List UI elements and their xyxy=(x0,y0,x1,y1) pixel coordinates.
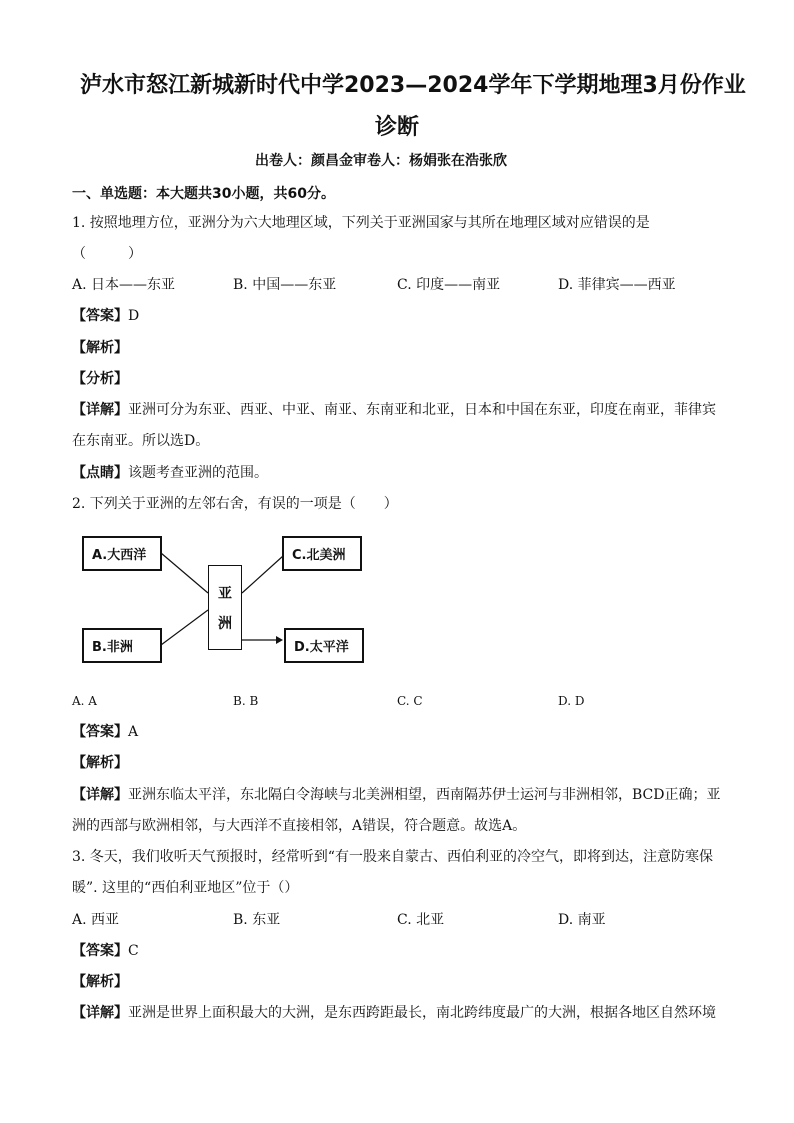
answer-tag: 【答案】 xyxy=(72,943,128,959)
doc-title-line1: 泸水市怒江新城新时代中学2023—2024学年下学期地理3月份作业 xyxy=(80,73,746,98)
q3-option-d: D. 南亚 xyxy=(558,912,606,928)
box-north-america xyxy=(282,536,362,571)
q2-detail-line1 xyxy=(72,786,720,804)
q2-analysis-tag xyxy=(72,754,128,772)
box-pacific xyxy=(284,628,364,663)
arrow-head-d xyxy=(276,636,283,644)
box-africa xyxy=(82,628,162,663)
q2-stem: 2. 下列关于亚洲的左邻右舍，有误的一项是（ ） xyxy=(72,496,398,512)
doc-title-line2: 诊断 xyxy=(375,115,420,140)
q2-detail-text1: 亚洲东临太平洋，东北隔白令海峡与北美洲相望，西南隔苏伊士运河与非洲相邻，BCD正确；亚 xyxy=(128,787,721,803)
analysis-tag: 【解析】 xyxy=(72,974,128,990)
q1-note xyxy=(72,464,268,482)
q3-option-a: A. 西亚 xyxy=(72,912,120,928)
q3-option-c: C. 北亚 xyxy=(397,912,445,928)
q1-option-d: D. 菲律宾——西亚 xyxy=(558,277,676,293)
q1-answer-value: D xyxy=(128,308,140,324)
q3-detail-text1: 亚洲是世界上面积最大的大洲，是东西跨距最长，南北跨纬度最广的大洲，根据各地区自然环境 xyxy=(128,1005,716,1021)
detail-tag: 【详解】 xyxy=(72,787,128,803)
q3-answer-value: C xyxy=(128,943,139,959)
box-pacific-label: D.太平洋 xyxy=(294,640,349,655)
box-north-america-label: C.北美洲 xyxy=(292,548,346,563)
box-asia-char2: 洲 xyxy=(218,615,232,632)
answer-tag: 【答案】 xyxy=(72,724,128,740)
q1-stem-line1: 1. 按照地理方位，亚洲分为六大地理区域，下列关于亚洲国家与其所在地理区域对应错误的是 xyxy=(72,215,650,231)
q1-note-text: 该题考查亚洲的范围。 xyxy=(128,465,268,481)
detail-tag: 【详解】 xyxy=(72,402,128,418)
q2-answer xyxy=(72,723,138,741)
detail-tag: 【详解】 xyxy=(72,1005,128,1021)
authors-line: 出卷人：颜昌金审卷人：杨娟张在浩张欣 xyxy=(255,153,507,169)
q2-option-c: C. C xyxy=(397,694,423,708)
analysis-tag: 【解析】 xyxy=(72,755,128,771)
q1-detail-text1: 亚洲可分为东亚、西亚、中亚、南亚、东南亚和北亚，日本和中国在东亚，印度在南亚，菲律宾 xyxy=(128,402,716,418)
box-atlantic-label: A.大西洋 xyxy=(92,548,147,563)
analysis-tag: 【解析】 xyxy=(72,340,128,356)
box-asia-char1: 亚 xyxy=(218,585,232,602)
answer-tag: 【答案】 xyxy=(72,308,128,324)
q3-stem-line1: 3. 冬天，我们收听天气预报时，经常听到“有一股来自蒙古、西伯利亚的冷空气，即将到达，注意防寒保 xyxy=(72,849,713,865)
q3-answer xyxy=(72,942,139,960)
q1-answer xyxy=(72,307,139,325)
q1-option-c: C. 印度——南亚 xyxy=(397,277,501,293)
q1-option-a: A. 日本——东亚 xyxy=(72,277,176,293)
q2-answer-value: A xyxy=(128,724,139,740)
q1-fenxi-tag xyxy=(72,370,128,388)
fenxi-tag: 【分析】 xyxy=(72,371,128,387)
q1-option-b: B. 中国——东亚 xyxy=(233,277,337,293)
connector-c xyxy=(242,556,283,593)
q2-option-b: B. B xyxy=(233,694,259,708)
box-africa-label: B.非洲 xyxy=(92,640,133,655)
q3-analysis-tag xyxy=(72,973,128,991)
q1-detail-line1 xyxy=(72,401,716,419)
q1-analysis-tag xyxy=(72,339,128,357)
q2-detail-line2: 洲的西部与欧洲相邻，与大西洋不直接相邻，A错误，符合题意。故选A。 xyxy=(72,818,527,834)
box-asia xyxy=(208,565,242,650)
connector-a xyxy=(161,553,208,593)
q3-stem-line2: 暖”. 这里的“西伯利亚地区”位于（） xyxy=(72,880,299,896)
q3-detail-line1 xyxy=(72,1004,716,1022)
note-tag: 【点睛】 xyxy=(72,465,128,481)
box-atlantic xyxy=(82,536,162,571)
q1-stem-line2: （ ） xyxy=(72,246,142,262)
q1-detail-line2: 在东南亚。所以选D。 xyxy=(72,433,210,449)
q2-option-a: A. A xyxy=(72,694,97,708)
section-heading: 一、单选题：本大题共30小题，共60分。 xyxy=(72,186,335,202)
q3-option-b: B. 东亚 xyxy=(233,912,281,928)
q2-option-d: D. D xyxy=(558,694,585,708)
connector-b xyxy=(161,610,208,645)
